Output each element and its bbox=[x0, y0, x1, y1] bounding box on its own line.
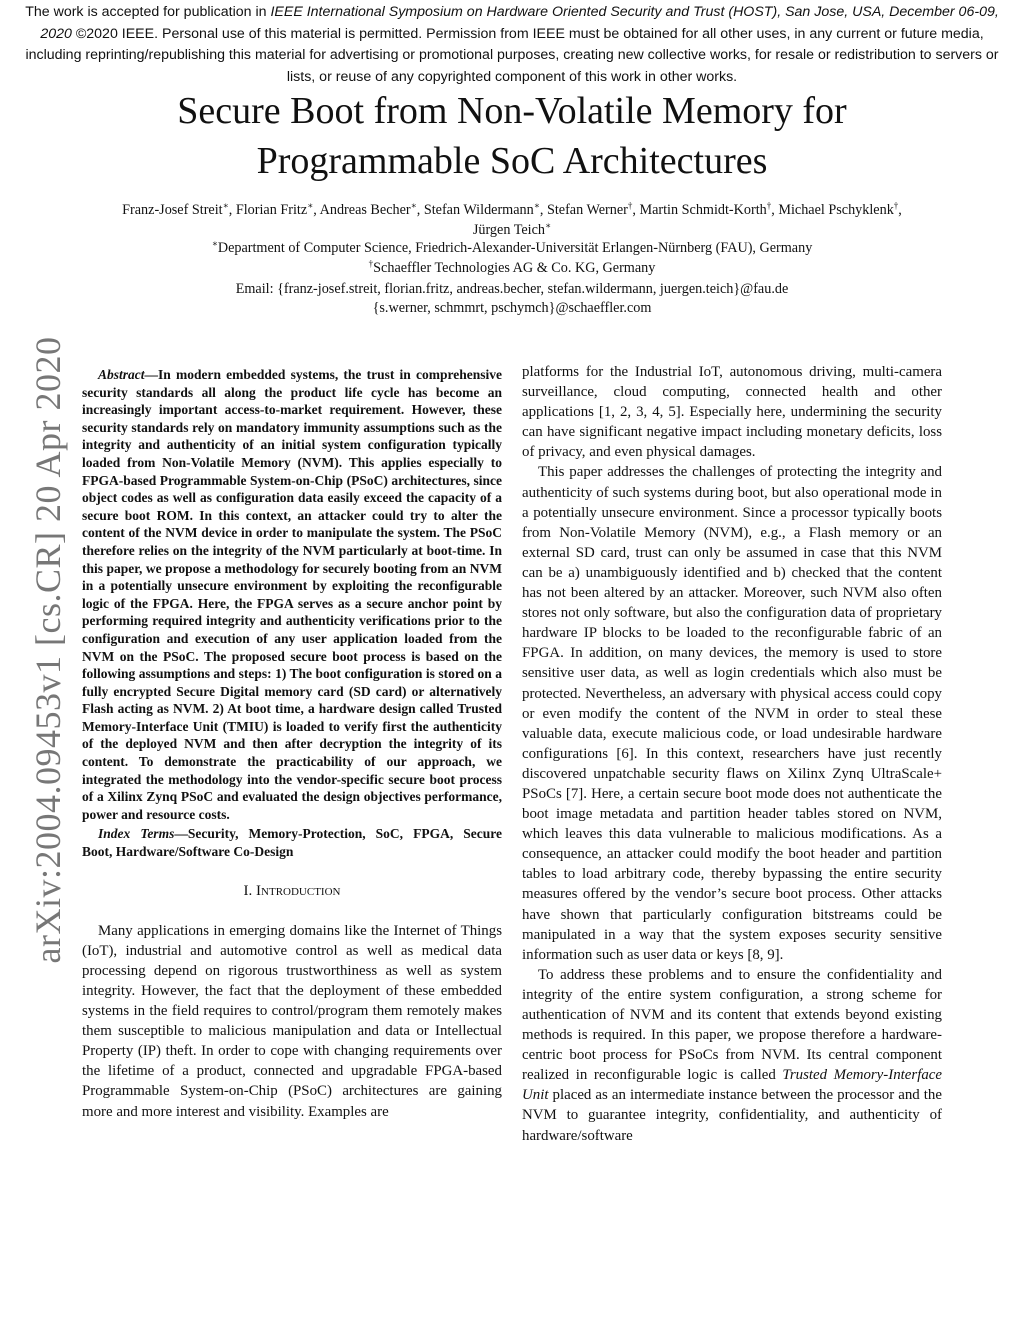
intro-paragraph-4 bbox=[522, 965, 942, 1146]
affil-mark: ∗ bbox=[410, 200, 417, 211]
affil-mark: † bbox=[368, 258, 374, 269]
notice-text: The work is accepted for publication in bbox=[25, 4, 271, 20]
paragraph-text: placed as an intermediate instance between the processor and the NVM to guarantee integrity, confidentiality, and authenticity of hardware/software bbox=[522, 1087, 942, 1144]
intro-paragraph-3: This paper addresses the challenges of protecting the integrity and authenticity of such systems during boot, but also operational mode in a potentially unsecure environment. Since a processor typically boots from Non-Volatile Memory (NVM), e.g., a Flash memory or an external SD card, trust can only be assumed in case that this NVM can be a) unambiguously identified and b) checked that the content has not been altered by an attacker. Moreover, such NVM also often stores not only software, but also the configuration data of proprietary hardware IP blocks to be loaded to the reconfigurable fabric of an FPGA. In addition, on many devices, the memory is used to store sensitive user data, as well as login credentials which also must be protected. Nevertheless, an adversary with physical access could copy or even modify the content of the NVM in order to steal these valuable data, execute malicious code, or load undesirable hardware configurations [6]. In this context, researchers have just recently discovered unpatchable security flaws on Xilinx Zynq UltraScale+ PSoCs [7]. Here, a certain secure boot mode does not authenticate the boot image metadata and partition header tables stored on NVM, which leaves this data vulnerable to malicious modifications. As a consequence, an attacker could modify the boot header and partition tables to load arbitrary code, thereby bypassing the entire security measures offered by the vendor’s secure boot process. Other attacks have shown that particularly configuration bitstreams could be manipulated in a way that the system exposes security sensitive information such as user data or keys [8, 9]. bbox=[522, 464, 942, 963]
abstract-text: —In modern embedded systems, the trust in comprehensive security standards all along the product life cycle has become an increasingly important access-to-market requirement. However, these security standards rely on mandatory immunity assumptions such as the integrity and authenticity of an initial system configuration typically loaded from Non-Volatile Memory (NVM). This applies especially to FPGA-based Programmable System-on-Chip (PSoC) architectures, since object codes as well as configuration data easily exceed the capacity of a secure boot ROM. In this context, an attacker could try to alter the content of the NVM device in order to manipulate the system. The PSoC therefore relies on the integrity of the NVM particularly at boot-time. In this paper, we propose a methodology for securely booting from an NVM in a potentially unsecure environment by exploiting the reconfigurable logic of the FPGA. Here, the FPGA serves as a secure anchor point by performing required integrity and authenticity verifications prior to the configuration and execution of any user application loaded from the NVM on the PSoC. The proposed secure boot process is based on the following assumptions and steps: 1) The boot configuration is stored on a fully encrypted Secure Digital memory card (SD card) or alternatively Flash acting as NVM. 2) At boot time, a hardware design called Trusted Memory-Interface Unit (TMIU) is loaded to verify first the authenticity of the deployed NVM and then after decryption the integrity of its content. To demonstrate the practicability of our approach, we integrated the methodology into the vendor-specific secure boot process of a Xilinx Zynq PSoC and evaluated the design objectives performance, power and resource costs. bbox=[82, 367, 502, 822]
affil-mark: ∗ bbox=[211, 238, 218, 249]
index-terms-text: —Security, Memory-Protection, SoC, FPGA, Secure Boot, Hardware/Software Co-Design bbox=[82, 826, 502, 860]
notice-text-2: ©2020 IEEE. Personal use of this material is permitted. Permission from IEEE must be obtained for all other uses, in any current or future media, including reprinting/republishing this material for advertising or promotional purposes, creating new collective works, for resale or redistribution to servers or lists, or reuse of any copyrighted component of this work in other works. bbox=[25, 25, 999, 85]
affil-mark: † bbox=[627, 200, 633, 211]
affil-mark: ∗ bbox=[307, 200, 314, 211]
left-column bbox=[82, 366, 502, 1122]
author: Martin Schmidt-Korth bbox=[639, 202, 767, 218]
email-line-1: Email: {franz-josef.streit, florian.fritz, andreas.becher, stefan.wildermann, juergen.teich}@fau.de bbox=[235, 281, 789, 297]
author: Jürgen Teich bbox=[472, 222, 546, 238]
index-terms bbox=[82, 825, 502, 860]
copyright-notice bbox=[14, 2, 1010, 88]
intro-paragraph-2: platforms for the Industrial IoT, autonomous driving, multi-camera surveillance, cloud computing, connected health and other applications [1, 2, 3, 4, 5]. Especially here, undermining the security can have significant negative impact including monetary deficits, loss of privacy, and even physical damages. bbox=[522, 364, 942, 461]
section-heading bbox=[82, 881, 502, 901]
index-terms-label: Index Terms bbox=[98, 826, 175, 842]
notice-venue: IEEE International Symposium on Hardware Oriented Security and Trust (HOST), San Jose, USA, December 06-09, 2020 bbox=[40, 4, 999, 42]
paper-title bbox=[0, 86, 1024, 186]
affiliation-text: Schaeffler Technologies AG & Co. KG, Germany bbox=[373, 260, 656, 276]
affil-mark: † bbox=[893, 200, 899, 211]
emphasis-text: Trusted Memory-Interface Unit bbox=[522, 1067, 942, 1104]
title-line-2: Programmable SoC Architectures bbox=[256, 140, 768, 182]
author: Stefan Wildermann bbox=[423, 202, 534, 218]
author-list: Franz-Josef Streit∗, Florian Fritz∗, Andreas Becher∗, Stefan Wildermann∗, Stefan Werner†, Martin Schmidt-Korth†, Michael Pschyklenk†, Jürgen Teich∗ bbox=[122, 200, 902, 238]
author: Florian Fritz bbox=[235, 202, 308, 218]
affiliation-text: Department of Computer Science, Friedrich-Alexander-Universität Erlangen-Nürnberg (FAU), Germany bbox=[217, 240, 813, 256]
affil-mark: ∗ bbox=[545, 220, 552, 231]
intro-paragraph-1: Many applications in emerging domains like the Internet of Things (IoT), industrial and automotive control as well as medical data processing depend on rigorous trustworthiness as well as system integrity. However, the fact that the deployment of these embedded systems in the field requires to control/program them remotely makes them susceptible to malicious manipulation and data or Intellectual Property (IP) theft. In order to cope with changing requirements over the lifetime of a product, connected and upgradable FPGA-based Programmable System-on-Chip (PSoC) architectures are gaining more and more interest and visibility. Examples are bbox=[82, 922, 502, 1120]
arxiv-stamp: arXiv:2004.09453v1 [cs.CR] 20 Apr 2020 bbox=[28, 336, 68, 964]
affil-mark: † bbox=[766, 200, 772, 211]
email-line-2: {s.werner, schmmrt, pschymch}@schaeffler.com bbox=[372, 300, 652, 316]
right-column bbox=[522, 362, 942, 1146]
affil-mark: ∗ bbox=[533, 200, 540, 211]
abstract bbox=[82, 366, 502, 823]
title-line-1: Secure Boot from Non-Volatile Memory for bbox=[177, 90, 847, 132]
author: Franz-Josef Streit bbox=[122, 202, 223, 218]
section-title: Introduction bbox=[256, 882, 341, 899]
paragraph-text: To address these problems and to ensure the confidentiality and integrity of the entire system configuration, a strong scheme for authentication of NVM and its content that extends beyond existing methods is required. In this paper, we propose therefore a hardware-centric boot process for PSoCs from NVM. Its central component realized in reconfigurable logic is called bbox=[522, 966, 942, 1084]
abstract-label: Abstract bbox=[98, 367, 145, 382]
author: Michael Pschyklenk bbox=[778, 202, 894, 218]
author: Andreas Becher bbox=[319, 202, 411, 218]
section-number: I. bbox=[243, 882, 253, 899]
affiliation-fau bbox=[60, 238, 964, 258]
affil-mark: ∗ bbox=[222, 200, 229, 211]
affiliation-schaeffler bbox=[60, 258, 964, 278]
author: Stefan Werner bbox=[546, 202, 628, 218]
